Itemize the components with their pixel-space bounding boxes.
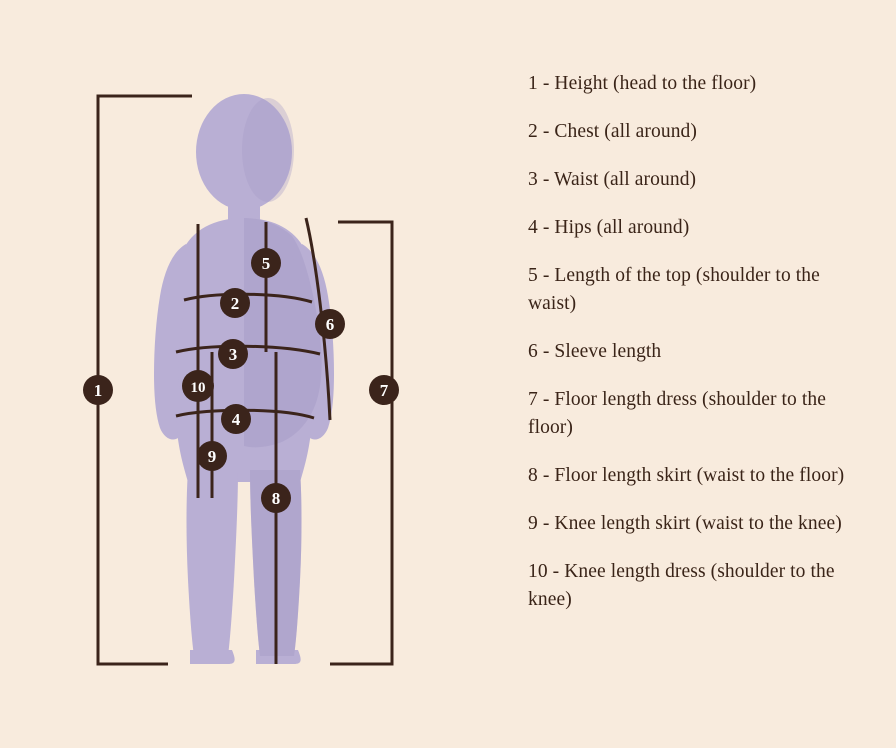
marker-9: [197, 441, 227, 471]
legend-item: 3 - Waist (all around): [528, 169, 697, 190]
legend-list: [528, 70, 868, 634]
body-silhouette: [154, 94, 334, 664]
marker-5-label: 5: [261, 254, 271, 273]
marker-4: [221, 404, 251, 434]
marker-10: [182, 370, 214, 402]
marker-2: [220, 288, 250, 318]
legend-item: 10 - Knee length dress (shoulder to the knee): [528, 561, 835, 610]
marker-8: [261, 483, 291, 513]
marker-5: [251, 248, 281, 278]
marker-1: [83, 375, 113, 405]
marker-3: [218, 339, 248, 369]
legend-item: 6 - Sleeve length: [528, 341, 662, 362]
marker-1-label: 1: [93, 381, 103, 400]
legend-item: 7 - Floor length dress (shoulder to the floor): [528, 389, 826, 438]
marker-6-label: 6: [325, 315, 335, 334]
marker-8-label: 8: [271, 489, 281, 508]
marker-4-label: 4: [231, 410, 241, 429]
marker-7-label: 7: [379, 381, 389, 400]
marker-10-label: 10: [190, 380, 206, 396]
marker-3-label: 3: [228, 345, 238, 364]
legend-item: 2 - Chest (all around): [528, 121, 697, 142]
legend-item: 9 - Knee length skirt (waist to the knee): [528, 513, 842, 534]
line-floor-dress-7: [330, 222, 392, 664]
marker-9-label: 9: [207, 447, 217, 466]
legend-item: 4 - Hips (all around): [528, 217, 690, 238]
legend-item: 5 - Length of the top (shoulder to the waist): [528, 265, 820, 314]
legend-item: 8 - Floor length skirt (waist to the floor): [528, 465, 845, 486]
marker-7: [369, 375, 399, 405]
marker-2-label: 2: [230, 294, 240, 313]
marker-6: [315, 309, 345, 339]
legend-item: 1 - Height (head to the floor): [528, 73, 757, 94]
